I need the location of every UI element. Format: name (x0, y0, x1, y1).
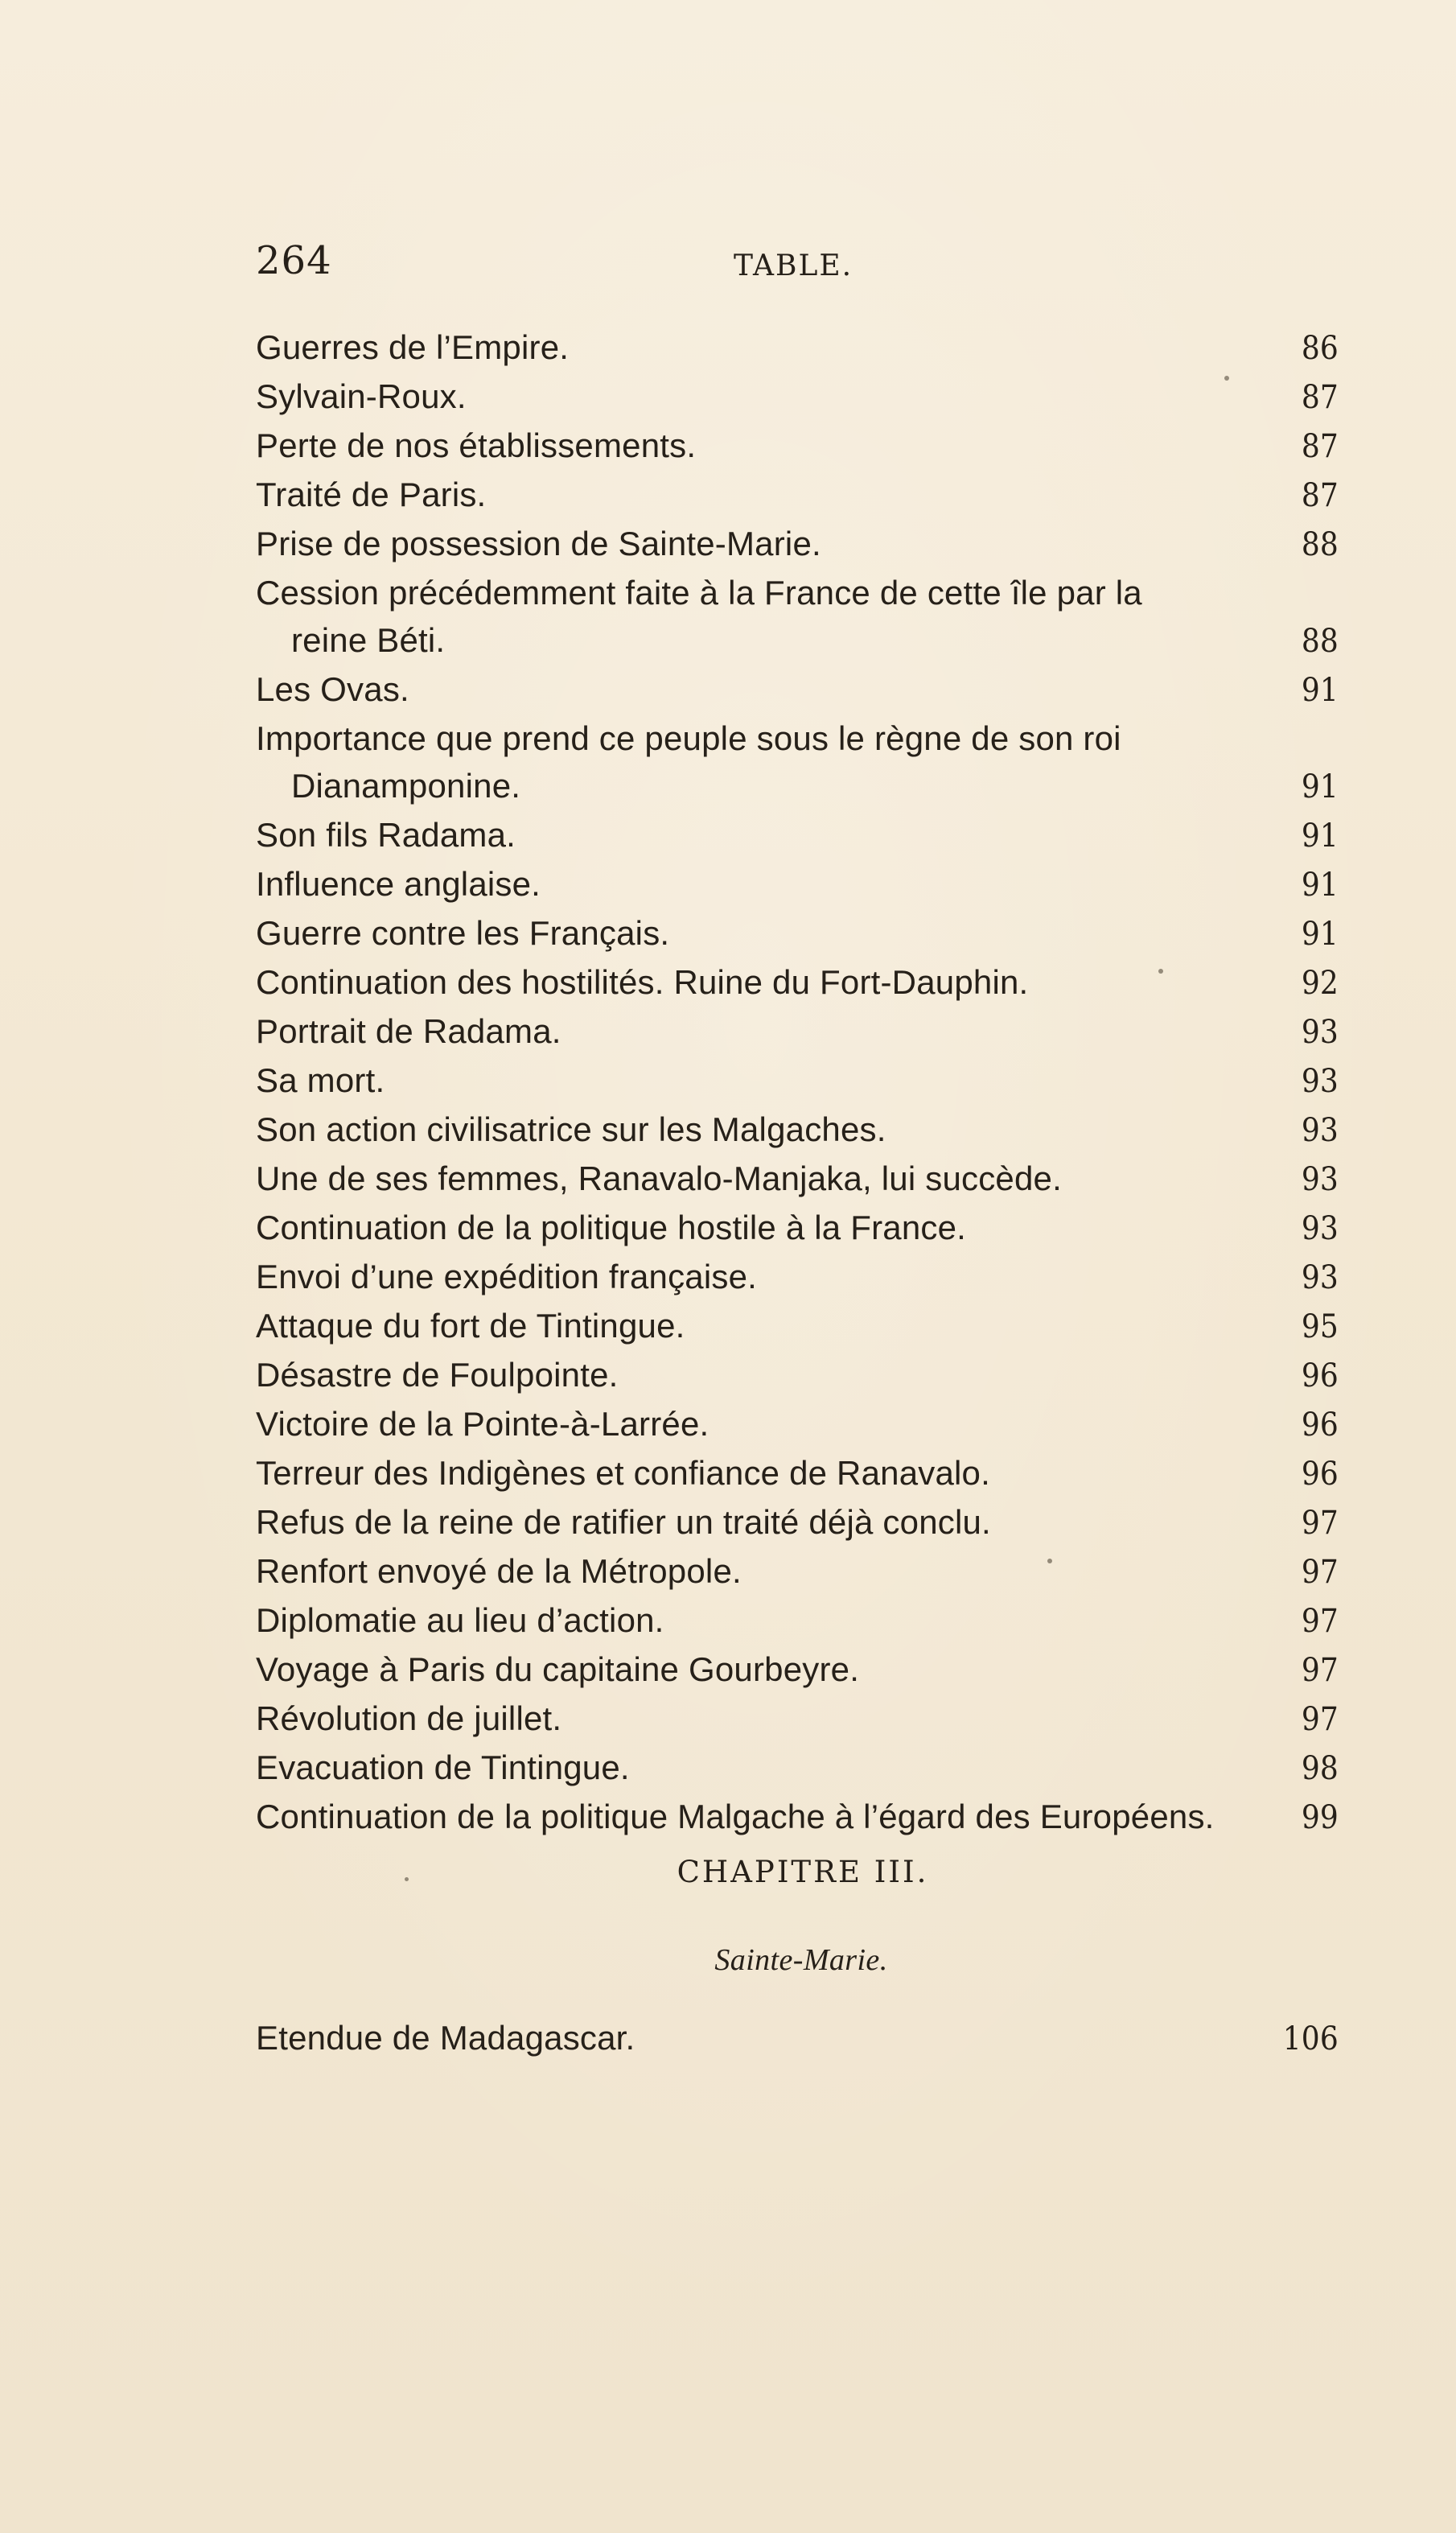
toc-entry (256, 569, 1339, 665)
ink-speck (1224, 376, 1229, 381)
toc-entry (256, 1596, 1339, 1645)
toc-entry (256, 1351, 1339, 1400)
toc-entry (256, 1253, 1339, 1302)
toc-row (256, 1106, 1339, 1155)
toc-row (256, 1449, 1339, 1498)
toc-entry-label: Refus de la reine de ratifier un traité déjà conclu. (256, 1503, 991, 1541)
toc-entry-label: Traité de Paris. (256, 476, 487, 513)
toc-entry-label-line2: Dianamponine. (291, 767, 521, 805)
toc-entry (256, 1056, 1339, 1106)
toc-entry (256, 1204, 1339, 1253)
toc-entry (256, 1498, 1339, 1547)
chapter-heading (256, 1855, 1339, 1978)
toc-entry-page: 91 (1301, 818, 1339, 855)
toc-entry (256, 520, 1339, 569)
toc-entry-label-line1: Cession précédemment faite à la France de cette île par la (256, 574, 1142, 612)
toc-entry-label: Influence anglaise. (256, 865, 541, 903)
toc-entry-label: Les Ovas. (256, 670, 409, 708)
toc-entry-page: 88 (1301, 526, 1339, 563)
toc-entry-page: 86 (1301, 330, 1339, 367)
toc-entry-page: 96 (1301, 1357, 1339, 1394)
toc-entry-label: Evacuation de Tintingue. (256, 1748, 630, 1786)
toc-entry-page: 93 (1301, 1210, 1339, 1247)
toc-entry-page: 93 (1301, 1112, 1339, 1149)
toc-row (256, 665, 1339, 715)
toc-entry-page: 97 (1301, 1505, 1339, 1542)
ink-speck (1047, 1559, 1052, 1563)
toc-entry-page: 91 (1301, 916, 1339, 953)
toc-entry-label: Etendue de Madagascar. (256, 2019, 635, 2057)
toc-row (256, 1007, 1339, 1056)
toc-entry-label: Prise de possession de Sainte-Marie. (256, 525, 821, 562)
toc-row (256, 1596, 1339, 1645)
toc-row (256, 520, 1339, 569)
toc-entry-page: 93 (1301, 1014, 1339, 1051)
toc-entry (256, 811, 1339, 860)
toc-row (256, 1744, 1339, 1793)
toc-entry-page: 92 (1301, 965, 1339, 1002)
toc-entry-page: 93 (1301, 1259, 1339, 1296)
ink-speck (405, 1877, 409, 1881)
toc-entry-page: 93 (1301, 1063, 1339, 1100)
toc-row-continuation (256, 616, 1339, 665)
chapter-title: CHAPITRE III. (677, 1855, 929, 1889)
toc-entry-label: Guerre contre les Français. (256, 914, 670, 952)
toc-entry (256, 1302, 1339, 1351)
toc-entry-label: Renfort envoyé de la Métropole. (256, 1552, 742, 1590)
toc-row-continuation (256, 762, 1339, 811)
toc-row (256, 860, 1339, 909)
toc-row (256, 1155, 1339, 1204)
toc-row (256, 1400, 1339, 1449)
toc-entry-page: 106 (1282, 2020, 1339, 2057)
chapter-subtitle: Sainte-Marie. (714, 1943, 888, 1977)
running-head: TABLE. (734, 249, 853, 282)
toc-entry-label: Sylvain-Roux. (256, 377, 467, 415)
toc-entry-page: 97 (1301, 1554, 1339, 1591)
table-of-contents (256, 323, 1339, 1842)
page-number: 264 (256, 238, 332, 283)
toc-entry-page: 88 (1301, 623, 1339, 660)
toc-entry (256, 373, 1339, 422)
toc-entry (256, 1744, 1339, 1793)
final-toc-entry (256, 2014, 1339, 2063)
toc-row (256, 1498, 1339, 1547)
toc-row (256, 471, 1339, 520)
toc-entry-page: 98 (1301, 1750, 1339, 1787)
toc-row (256, 1056, 1339, 1106)
toc-entry-page: 97 (1301, 1701, 1339, 1738)
toc-entry-label: Attaque du fort de Tintingue. (256, 1307, 685, 1345)
toc-entry (256, 665, 1339, 715)
toc-row (256, 1645, 1339, 1695)
toc-row (256, 1793, 1339, 1842)
toc-entry (256, 1449, 1339, 1498)
toc-entry (256, 323, 1339, 373)
toc-entry-page: 91 (1301, 672, 1339, 709)
toc-entry-label: Perte de nos établissements. (256, 426, 697, 464)
toc-entry (256, 1155, 1339, 1204)
toc-entry-page: 97 (1301, 1652, 1339, 1689)
toc-entry (256, 1007, 1339, 1056)
toc-entry-label: Portrait de Radama. (256, 1012, 561, 1050)
toc-entry-page: 96 (1301, 1456, 1339, 1493)
toc-entry-label: Continuation de la politique Malgache à l’égard des Européens. (256, 1798, 1215, 1835)
toc-row (256, 1204, 1339, 1253)
toc-entry-label: Victoire de la Pointe-à-Larrée. (256, 1405, 709, 1443)
toc-entry-label: Envoi d’une expédition française. (256, 1258, 758, 1295)
toc-row (256, 2014, 1339, 2063)
toc-entry (256, 1695, 1339, 1744)
page-header (256, 230, 1339, 294)
toc-entry-label-line2: reine Béti. (291, 621, 446, 659)
toc-entry-label: Son action civilisatrice sur les Malgaches. (256, 1110, 886, 1148)
toc-row (256, 1695, 1339, 1744)
toc-entry (256, 715, 1339, 811)
toc-entry (256, 471, 1339, 520)
toc-entry-page: 91 (1301, 768, 1339, 805)
toc-row (256, 569, 1339, 616)
toc-row (256, 1351, 1339, 1400)
toc-entry-label: Continuation de la politique hostile à la France. (256, 1209, 967, 1246)
toc-row (256, 958, 1339, 1007)
toc-entry-page: 91 (1301, 867, 1339, 904)
toc-row (256, 715, 1339, 762)
toc-entry-page: 87 (1301, 477, 1339, 514)
toc-entry (256, 1793, 1339, 1842)
toc-entry-page: 87 (1301, 428, 1339, 465)
toc-entry-label: Une de ses femmes, Ranavalo-Manjaka, lui succède. (256, 1159, 1062, 1197)
toc-entry-page: 87 (1301, 379, 1339, 416)
toc-entry-label: Diplomatie au lieu d’action. (256, 1601, 664, 1639)
toc-entry-label: Continuation des hostilités. Ruine du Fort-Dauphin. (256, 963, 1029, 1001)
toc-entry-label: Guerres de l’Empire. (256, 328, 570, 366)
toc-entry-label: Désastre de Foulpointe. (256, 1356, 619, 1394)
toc-entry-label-line1: Importance que prend ce peuple sous le règne de son roi (256, 719, 1121, 757)
toc-entry-page: 97 (1301, 1603, 1339, 1640)
toc-row (256, 1302, 1339, 1351)
toc-entry-label: Sa mort. (256, 1061, 385, 1099)
toc-entry (256, 1400, 1339, 1449)
toc-entry-label: Son fils Radama. (256, 816, 516, 854)
toc-entry-label: Terreur des Indigènes et confiance de Ranavalo. (256, 1454, 990, 1492)
toc-row (256, 909, 1339, 958)
toc-entry (256, 1106, 1339, 1155)
toc-entry (256, 909, 1339, 958)
toc-entry (256, 1645, 1339, 1695)
toc-entry-page: 99 (1301, 1799, 1339, 1836)
toc-entry (256, 958, 1339, 1007)
ink-speck (1158, 969, 1163, 974)
toc-row (256, 811, 1339, 860)
toc-entry (256, 422, 1339, 471)
toc-entry-page: 95 (1301, 1308, 1339, 1345)
toc-entry-page: 96 (1301, 1407, 1339, 1444)
toc-row (256, 1547, 1339, 1596)
toc-row (256, 373, 1339, 422)
toc-entry-page: 93 (1301, 1161, 1339, 1198)
toc-row (256, 1253, 1339, 1302)
toc-row (256, 422, 1339, 471)
toc-entry-label: Révolution de juillet. (256, 1699, 562, 1737)
toc-entry (256, 860, 1339, 909)
toc-row (256, 323, 1339, 373)
toc-entry-label: Voyage à Paris du capitaine Gourbeyre. (256, 1650, 860, 1688)
toc-entry (256, 1547, 1339, 1596)
